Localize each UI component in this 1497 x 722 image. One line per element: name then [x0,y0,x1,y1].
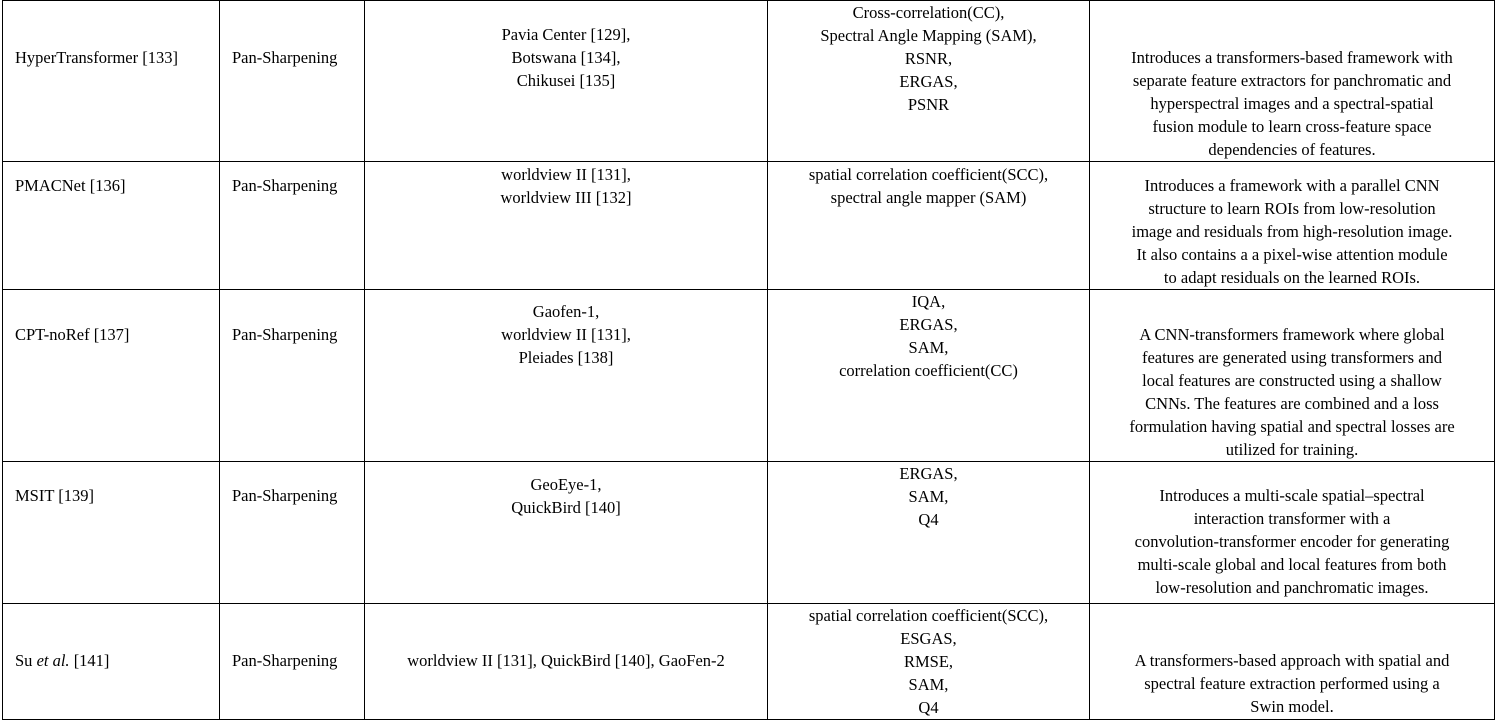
description-line: CNNs. The features are combined and a loss [1145,394,1439,413]
metric-line: ERGAS, [899,315,958,334]
metric-line: SAM, [908,487,949,506]
metrics-cell [768,604,1090,720]
model-name: CPT-noRef [137] [15,325,130,344]
metric-line: ESGAS, [900,629,957,648]
table-row [3,290,1495,462]
description-line: Introduces a framework with a parallel CNN [1144,176,1440,195]
model-name: MSIT [139] [15,486,94,505]
metric-line: ERGAS, [899,72,958,91]
description-line: to adapt residuals on the learned ROIs. [1163,268,1421,287]
description-line: formulation having spatial and spectral losses are [1129,417,1455,436]
description-line: features are generated using transformers and [1141,348,1443,367]
description-cell [1090,1,1495,162]
description-line: Introduces a multi-scale spatial–spectral [1159,486,1425,505]
description-line: utilized for training. [1225,440,1359,459]
description-line: interaction transformer with a [1193,509,1391,528]
methods-table [2,0,1495,720]
description-line: image and residuals from high-resolution image. [1131,222,1453,241]
task-cell [220,290,365,462]
task-name: Pan-Sharpening [232,486,338,505]
table-row [3,162,1495,290]
table-row [3,604,1495,720]
model-cell [3,604,220,720]
metrics-cell [768,462,1090,604]
metrics-cell [768,1,1090,162]
model-name-prefix: Su [15,651,37,670]
metric-line: ERGAS, [899,464,958,483]
description-line: A transformers-based approach with spatial and [1134,651,1450,670]
description-line: convolution-transformer encoder for generating [1134,532,1450,551]
metric-line: SAM, [908,338,949,357]
datasets-cell [365,162,768,290]
datasets-cell [365,290,768,462]
description-line: A CNN-transformers framework where global [1139,325,1445,344]
dataset-line: GeoEye-1, [530,475,602,494]
model-name: PMACNet [136] [15,176,126,195]
description-cell [1090,290,1495,462]
description-line: structure to learn ROIs from low-resolution [1148,199,1436,218]
task-cell [220,462,365,604]
description-cell [1090,162,1495,290]
model-name-suffix: [141] [69,651,110,670]
model-cell [3,1,220,162]
description-line: separate feature extractors for panchromatic and [1132,71,1452,90]
description-line: fusion module to learn cross-feature space [1152,117,1432,136]
model-name-italic: et al. [36,651,70,670]
metric-line: PSNR [907,95,950,114]
dataset-line: Botswana [134], [511,48,621,67]
metric-line: IQA, [911,292,946,311]
metric-line: SAM, [908,675,949,694]
table-row [3,462,1495,604]
metric-line: RSNR, [904,49,953,68]
description-line: dependencies of features. [1208,140,1376,159]
metric-line: Q4 [918,698,939,717]
description-line: hyperspectral images and a spectral-spatial [1150,94,1434,113]
metrics-cell [768,162,1090,290]
datasets-cell [365,1,768,162]
description-cell [1090,604,1495,720]
description-line: low-resolution and panchromatic images. [1155,578,1429,597]
model-cell [3,162,220,290]
metric-line: Q4 [918,510,939,529]
description-line: local features are constructed using a shallow [1142,371,1442,390]
datasets-cell [365,604,768,720]
model-cell [3,290,220,462]
dataset-line: worldview II [131], [501,165,631,184]
dataset-line: Pleiades [138] [518,348,614,367]
task-cell [220,1,365,162]
description-cell [1090,462,1495,604]
metric-line: RMSE, [903,652,954,671]
task-cell [220,604,365,720]
table-row [3,1,1495,162]
dataset-line: QuickBird [140] [511,498,621,517]
metric-line: Spectral Angle Mapping (SAM), [820,26,1037,45]
metrics-cell [768,290,1090,462]
model-cell [3,462,220,604]
metric-line: Cross-correlation(CC), [852,3,1005,22]
metric-line: spatial correlation coefficient(SCC), [808,165,1049,184]
task-name: Pan-Sharpening [232,48,338,67]
metric-line: spectral angle mapper (SAM) [830,188,1027,207]
dataset-line: worldview II [131], QuickBird [140], GaoFen-2 [407,651,725,670]
task-name: Pan-Sharpening [232,651,338,670]
task-cell [220,162,365,290]
description-line: spectral feature extraction performed using a [1144,674,1440,693]
dataset-line: worldview II [131], [501,325,631,344]
task-name: Pan-Sharpening [232,325,338,344]
datasets-cell [365,462,768,604]
metric-line: correlation coefficient(CC) [839,361,1018,380]
description-line: It also contains a a pixel-wise attention module [1136,245,1448,264]
model-name: HyperTransformer [133] [15,48,178,67]
dataset-line: worldview III [132] [500,188,632,207]
description-line: multi-scale global and local features from both [1137,555,1447,574]
metric-line: spatial correlation coefficient(SCC), [808,606,1049,625]
task-name: Pan-Sharpening [232,176,338,195]
dataset-line: Chikusei [135] [516,71,616,90]
dataset-line: Gaofen-1, [532,302,600,321]
description-line: Swin model. [1250,697,1334,716]
dataset-line: Pavia Center [129], [501,25,631,44]
description-line: Introduces a transformers-based framework with [1131,48,1453,67]
